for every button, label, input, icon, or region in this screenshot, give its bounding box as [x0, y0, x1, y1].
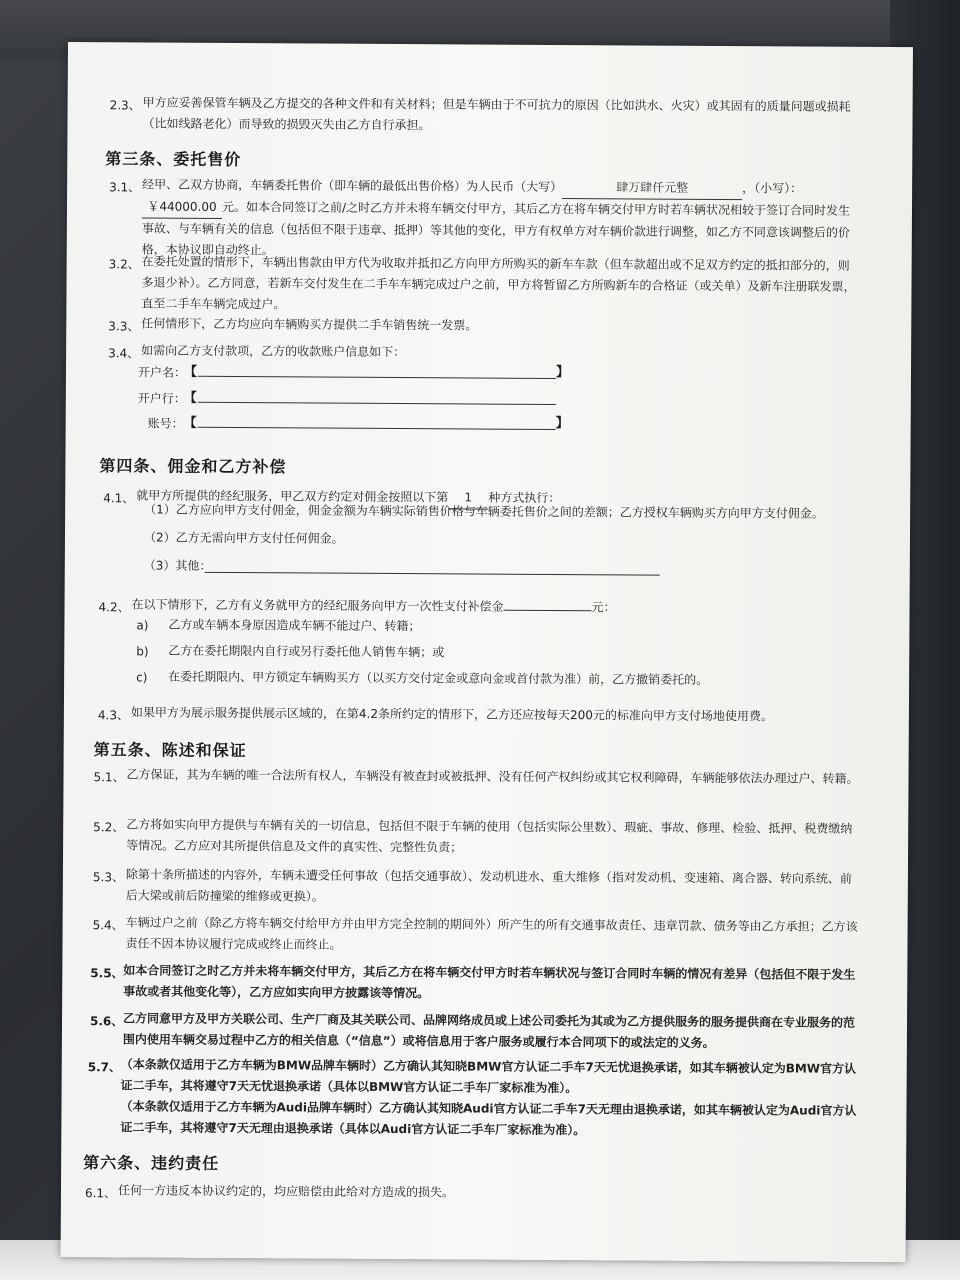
- clause-number: 5.6、: [89, 1014, 124, 1029]
- clause-3-2-text: 在委托处置的情形下，车辆出售款由甲方代为收取并抵扣乙方向甲方所购买的新车车款（但车款超出或不足双方约定的抵扣部分的，则多退少补）。乙方同意，若新车交付发生在二手车车辆完成过户之前，甲方将暂留乙方所购新车的合格证（或关单）及新车注册联发票，直至二手车车辆完成过户。: [141, 254, 856, 312]
- bracket-open: 【: [183, 364, 198, 380]
- bracket-close: 】: [555, 364, 570, 381]
- clause-4-2-item-b: 乙方在委托期限内自行或另行委托他人销售车辆；或: [168, 643, 445, 660]
- clause-5-3-text: 除第十条所描述的内容外，车辆未遭受任何事故（包括交通事故）、发动机进水、重大维修（指对发动机、变速箱、离合器、转向系统、前后大梁或前后防撞梁的维修或更换）。: [125, 867, 852, 904]
- clause-number: 4.3、: [97, 708, 130, 723]
- clause-4-1-part2: 种方式执行：: [488, 490, 561, 506]
- clause-3-4-text: 如需向乙方支付款项，乙方的收款账户信息如下：: [141, 343, 406, 360]
- amount-lowercase: ￥44000.00: [142, 196, 222, 218]
- clause-number: 4.1、: [103, 491, 135, 506]
- clause-4-3-text: 如果甲方为展示服务提供展示区域的，在第4.2条所约定的情形下，乙方还应按每天200元的标准向甲方支付场地使用费。: [130, 705, 773, 724]
- clause-number: 5.5、: [90, 966, 124, 981]
- bracket-open: 【: [183, 415, 197, 431]
- clause-number: 3.1、: [109, 180, 141, 195]
- account-number-label: 账号：: [147, 416, 184, 431]
- item-label-c: c): [136, 670, 148, 685]
- clause-5-6-text: 乙方同意甲方及甲方关联公司、生产厂商及其关联公司、品牌网络成员或上述公司委托为其或为乙方提供服务的服务提供商在专业服务的范围内使用车辆交易过程中乙方的相关信息（“信息”）或将信息用于客户服务或履行本合同项下的或法定的义务。: [122, 1011, 856, 1050]
- clause-4-2-item-c: 在委托期限内、甲方锁定车辆购买方（以买方交付定金或意向金或首付款为准）前，乙方撤销委托的。: [168, 669, 709, 687]
- compensation-amount-field[interactable]: [504, 610, 592, 612]
- clause-5-2-text: 乙方将如实向甲方提供与车辆有关的一切信息，包括但不限于车辆的使用（包括实际公里数）、瑕疵、事故、修理、检验、抵押、税费缴纳等情况。乙方应对其所提供信息及文件的真实性、完整性负责；: [126, 817, 853, 855]
- clause-4-1-part1: 就甲方所提供的经纪服务，甲乙双方约定对佣金按照以下第: [136, 488, 449, 505]
- clause-2-3-text: 甲方应妥善保管车辆及乙方提交的各种文件和有关材料；但是车辆由于不可抗力的原因（比如洪水、火灾）或其固有的质量问题或损耗（比如线路老化）而导致的损毁灭失由乙方自行承担。: [142, 95, 851, 133]
- account-name-label: 开户名：: [137, 365, 187, 380]
- clause-number: 5.1、: [93, 770, 125, 785]
- clause-5-4-text: 车辆过户之前（除乙方将车辆交付给甲方并由甲方完全控制的期间外）所产生的所有交通事故责任、违章罚款、债务等由乙方承担；乙方该责任不因本协议履行完成或终止而终止。: [125, 915, 858, 952]
- clause-5-5-text: 如本合同签订之时乙方并未将车辆交付甲方，其后乙方在将车辆交付甲方时若车辆状况与签订合同时车辆的情况有差异（包括但不限于发生事故或者其他变化等），乙方应如实向甲方披露该等情况。: [123, 963, 856, 1001]
- clause-number: 5.3、: [92, 870, 125, 885]
- clause-4-2-part1: 在以下情形下，乙方有义务就甲方的经纪服务向甲方一次性支付补偿金: [131, 597, 504, 614]
- clause-number: 2.3、: [109, 98, 141, 113]
- commission-option-3: （3）其他：: [143, 558, 212, 573]
- article-6-title: 第六条、违约责任: [83, 1153, 220, 1173]
- commission-option-choice: 1: [448, 487, 488, 509]
- clause-number: 3.4、: [108, 346, 140, 361]
- contract-page: [61, 42, 913, 1262]
- clause-3-1-part1: 经甲、乙双方协商，车辆委托售价（即车辆的最低出售价格）为人民币（大写）: [142, 177, 563, 195]
- clause-number: 3.3、: [108, 319, 140, 334]
- clause-3-1-part2: ，（小写）：: [742, 181, 803, 196]
- clause-5-7-audi: （本条款仅适用于乙方车辆为Audi品牌车辆时）乙方确认其知晓Audi官方认证二手车7天无理由退换承诺，如其车辆被认定为Audi官方认证二手车，其将遵守7天无理由退换承诺（具体以Audi官方认证二手车厂家标准为准）。: [120, 1099, 857, 1138]
- clause-number: 3.2、: [108, 257, 140, 272]
- account-name-field[interactable]: [198, 376, 556, 379]
- article-5-title: 第五条、陈述和保证: [93, 740, 247, 761]
- clause-number: 5.2、: [93, 820, 125, 835]
- article-4-title: 第四条、佣金和乙方补偿: [99, 456, 287, 477]
- account-number-field[interactable]: [198, 427, 556, 430]
- clause-3-1-part3: 元。如本合同签订之前/之时乙方并未将车辆交付甲方，其后乙方在将车辆交付甲方时若车辆状况相较于签订合同时发生事故、与车辆有关的信息（包括但不限于违章、抵押）等其他的变化，甲方有权单方对车辆价款进行调整，如乙方不同意该调整后的价格，本协议即自动终止。: [141, 199, 851, 258]
- clause-4-2-part2: 元：: [591, 600, 616, 615]
- commission-option-1: （1）乙方应向甲方支付佣金，佣金金额为车辆实际销售价格与车辆委托售价之间的差额；乙方授权车辆购买方向甲方支付佣金。: [144, 502, 824, 521]
- clause-number: 4.2、: [98, 600, 130, 615]
- clause-number: 5.7、: [87, 1060, 122, 1075]
- article-3-title: 第三条、委托售价: [105, 149, 242, 170]
- clause-4-2-item-a: 乙方或车辆本身原因造成车辆不能过户、转籍；: [168, 617, 421, 634]
- bank-label: 开户行：: [137, 391, 186, 406]
- clause-5-1-text: 乙方保证，其为车辆的唯一合法所有权人，车辆没有被查封或被抵押、没有任何产权纠纷或其它权利障碍，车辆能够依法办理过户、转籍。: [126, 767, 859, 786]
- clause-6-1-text: 任何一方违反本协议约定的，均应赔偿由此给对方造成的损失。: [117, 1183, 455, 1200]
- item-label-b: b): [136, 644, 149, 659]
- bracket-open: 【: [183, 390, 197, 406]
- clause-5-7-bmw: （本条款仅适用于乙方车辆为BMW品牌车辆时）乙方确认其知晓BMW官方认证二手车7天无忧退换承诺，如其车辆被认定为BMW官方认证二手车，其将遵守7天无忧退换承诺（具体以BMW官方认证二手车厂家标准为准）。: [120, 1057, 857, 1096]
- clause-number: 6.1、: [84, 1186, 117, 1201]
- bank-field[interactable]: [198, 402, 556, 405]
- amount-uppercase: 肆万肆仟元整: [562, 177, 742, 200]
- bracket-close: 】: [555, 415, 569, 432]
- clause-number: 5.4、: [92, 918, 124, 933]
- clause-3-3-text: 任何情形下，乙方均应向车辆购买方提供二手车销售统一发票。: [141, 316, 478, 333]
- item-label-a: a): [136, 618, 149, 633]
- commission-option-2: （2）乙方无需向甲方支付任何佣金。: [143, 530, 344, 546]
